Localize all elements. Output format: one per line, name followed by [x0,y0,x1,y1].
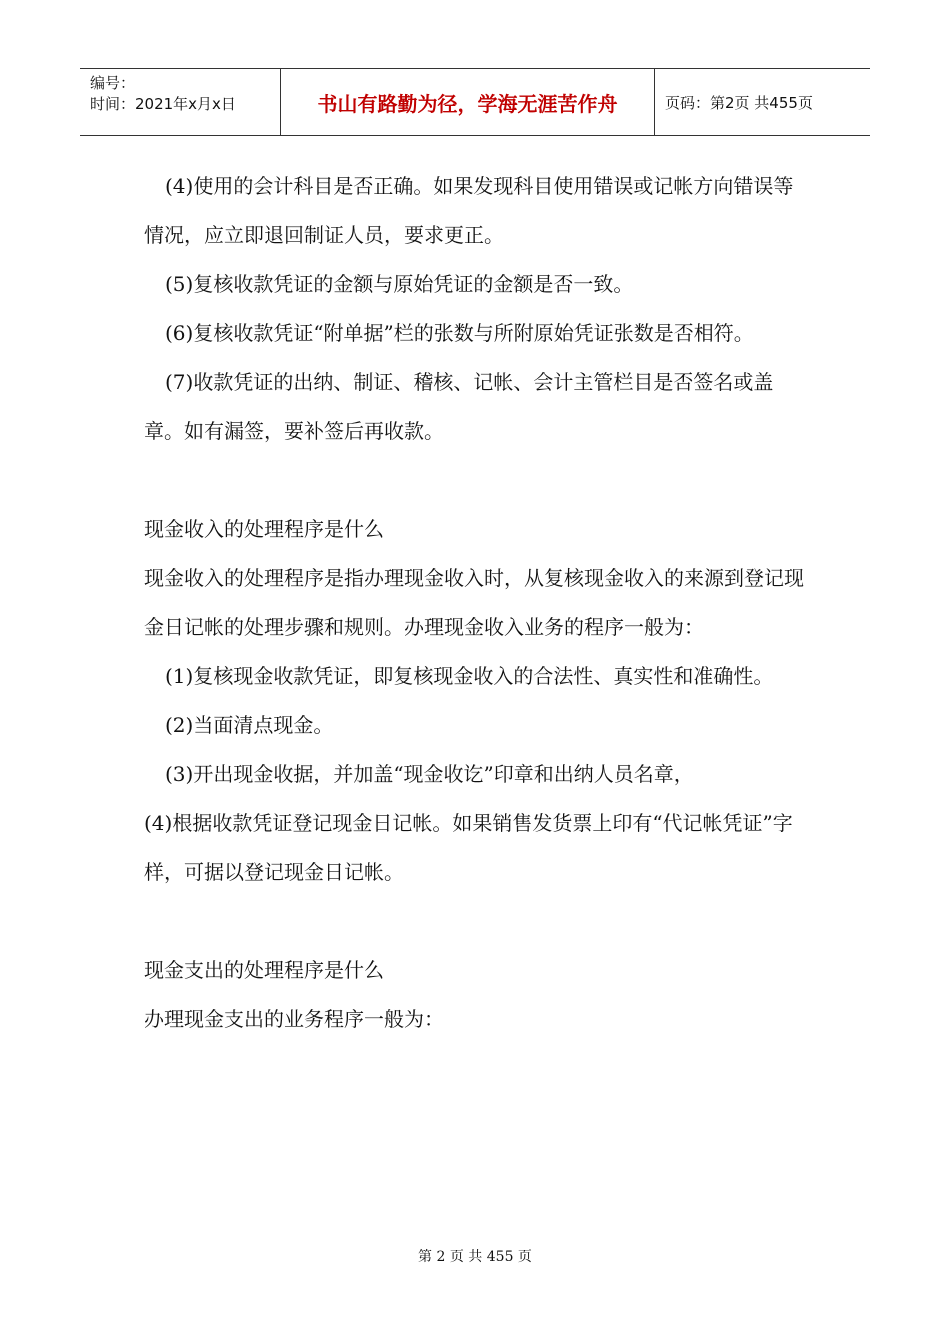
time-label: 时间：2021年x月x日 [90,95,236,113]
document-body [144,162,810,1044]
paragraph-step-1: (1)复核现金收款凭证，即复核现金收入的合法性、真实性和准确性。 [165,664,774,688]
paragraph-check-7: (7)收款凭证的出纳、制证、稽核、记帐、会计主管栏目是否签名或盖章。如有漏签，要补签后再收款。 [144,370,774,443]
number-label: 编号： [90,74,136,92]
paragraph-step-3: (3)开出现金收据，并加盖“现金收讫”印章和出纳人员名章， [165,762,694,786]
paragraph-cash-income-intro: 现金收入的处理程序是指办理现金收入时，从复核现金收入的来源到登记现金日记帐的处理步骤和规则。办理现金收入业务的程序一般为： [144,566,804,639]
paragraph-check-6: (6)复核收款凭证“附单据”栏的张数与所附原始凭证张数是否相符。 [165,321,754,345]
paragraph-cash-expense-intro: 办理现金支出的业务程序一般为： [144,1007,444,1031]
section-heading-cash-expense: 现金支出的处理程序是什么 [144,958,384,982]
paragraph-step-4: (4)根据收款凭证登记现金日记帐。如果销售发货票上印有“代记帐凭证”字样，可据以登记现金日记帐。 [144,811,793,884]
paragraph-check-5: (5)复核收款凭证的金额与原始凭证的金额是否一致。 [165,272,634,296]
header-page-info: 页码：第2页 共455页 [665,93,813,112]
page-header [80,68,870,136]
page-footer: 第 2 页 共 455 页 [418,1249,532,1265]
section-heading-cash-income: 现金收入的处理程序是什么 [144,517,384,541]
header-motto: 书山有路勤为径，学海无涯苦作舟 [281,69,655,135]
paragraph-step-2: (2)当面清点现金。 [165,713,334,737]
paragraph-check-4: (4)使用的会计科目是否正确。如果发现科目使用错误或记帐方向错误等情况，应立即退回制证人员，要求更正。 [144,174,794,247]
header-meta [80,69,281,135]
